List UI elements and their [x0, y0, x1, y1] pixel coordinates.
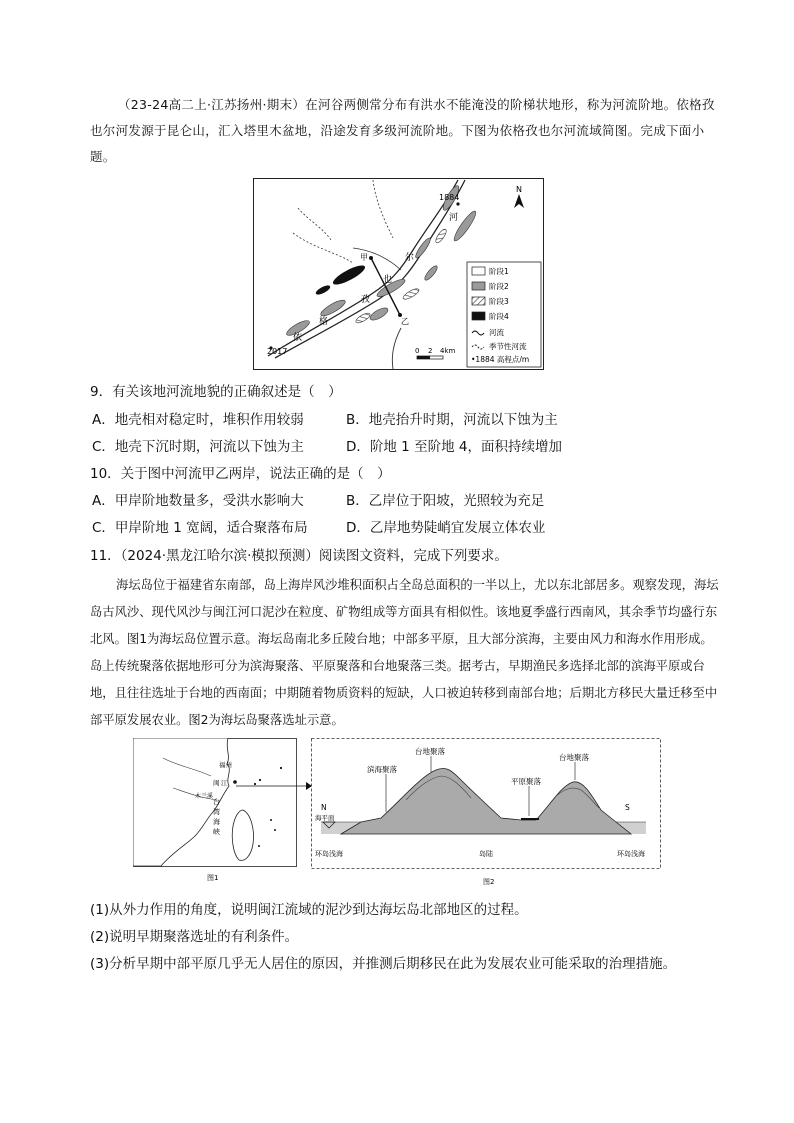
reading-passage: 海坛岛位于福建省东南部，岛上海岸风沙堆积面积占全岛总面积的一半以上，尤以东北部居多。观察发现，海坛岛古风沙、现代风沙与闽江河口泥沙在粒度、矿物组成等方面具有相似性。该地夏季盛行西南风，其余季节均盛行东北风。图1为海坛岛位置示意。海坛岛南北多丘陵台地；中部多平原，且大部分滨海，主要由风力和海水作用形成。岛上传统聚落依据地形可分为滨海聚落、平原聚落和台地聚落三类。据考古，早期渔民多选择北部的滨海平原或台地，且往往选址于台地的西南面；中期随着物质资料的短缺，人口被迫转移到南部台地；后期北方移民大量迁移至中部平原发展农业。图2为海坛岛聚落选址示意。: [90, 578, 719, 727]
svg-text:海: 海: [213, 818, 220, 826]
figure-2-settlement-profile: [311, 738, 661, 888]
svg-text:•1884 高程点/m: •1884 高程点/m: [471, 355, 530, 364]
svg-text:S: S: [625, 803, 630, 812]
q10-option-a[interactable]: A．甲岸阶地数量多，受洪水影响大: [92, 493, 304, 509]
svg-text:环岛浅海: 环岛浅海: [315, 850, 343, 858]
map-legend: [467, 262, 541, 367]
q10-option-d[interactable]: D．乙岸地势陡峭宜发展立体农业: [346, 520, 546, 536]
sub-question-1: (1)从外力作用的角度，说明闽江流域的泥沙到达海坛岛北部地区的过程。: [90, 902, 528, 918]
svg-text:季节性河流: 季节性河流: [489, 342, 527, 351]
q9-option-d[interactable]: D．阶地 1 至阶地 4，面积持续增加: [346, 439, 562, 455]
svg-text:阶段1: 阶段1: [489, 267, 509, 276]
svg-text:4km: 4km: [440, 347, 456, 355]
river-char: 格: [319, 317, 329, 327]
q9-option-c[interactable]: C．地壳下沉时期，河流以下蚀为主: [92, 439, 304, 455]
river-char: 尔: [405, 253, 415, 263]
svg-text:峡: 峡: [213, 828, 220, 836]
river-char: 河: [449, 213, 459, 223]
q10-option-b[interactable]: B．乙岸位于阳坡，光照较为充足: [346, 493, 545, 509]
question-11-stem: 11．（2024·黑龙江哈尔滨·模拟预测）阅读图文资料，完成下列要求。: [90, 548, 508, 564]
pointer-arrow: [236, 780, 312, 792]
svg-text:福州: 福州: [219, 761, 232, 769]
figure-2-caption: 图2: [483, 878, 495, 886]
question-9-stem: 9．有关该地河流地貌的正确叙述是（ ）: [90, 384, 342, 400]
svg-text:N: N: [321, 803, 327, 812]
svg-text:木兰溪: 木兰溪: [195, 793, 214, 800]
svg-text:平原聚落: 平原聚落: [511, 777, 541, 786]
figure-1-location-map: [133, 738, 297, 883]
q10-option-c[interactable]: C．甲岸阶地 1 宽阔，适合聚落布局: [92, 520, 308, 536]
svg-text:阶段2: 阶段2: [489, 282, 509, 291]
intro-paragraph: （23-24高二上·江苏扬州·期末）在河谷两侧常分布有洪水不能淹没的阶梯状地形，称为河流阶地。依格孜也尔河发源于昆仑山，汇入塔里木盆地，沿途发育多级河流阶地。下图为依格孜也尔河流域简图。完成下面小题。: [90, 97, 715, 164]
svg-text:闽: 闽: [213, 779, 220, 787]
svg-text:湾: 湾: [213, 808, 220, 816]
river-char: 孜: [361, 295, 371, 305]
elevation-1884: 1884: [439, 193, 460, 202]
svg-text:N: N: [516, 185, 522, 194]
sub-question-3: (3)分析早期中部平原几乎无人居住的原因，并推测后期移民在此为发展农业可能采取的治理措施。: [90, 956, 677, 972]
svg-text:台地聚落: 台地聚落: [559, 753, 589, 762]
elevation-2017: 2017: [267, 347, 288, 356]
svg-text:台: 台: [213, 798, 220, 806]
river-char: 也: [383, 275, 393, 285]
river-basin-map: [253, 178, 544, 370]
sub-question-2: (2)说明早期聚落选址的有利条件。: [90, 929, 299, 945]
river-char: 依: [293, 333, 303, 343]
question-10-stem: 10．关于图中河流甲乙两岸，说法正确的是（ ）: [90, 466, 391, 482]
figure-1-caption: 图1: [207, 874, 219, 882]
svg-text:岛陆: 岛陆: [479, 850, 493, 858]
svg-text:阶段3: 阶段3: [489, 297, 509, 306]
svg-text:环岛浅海: 环岛浅海: [617, 850, 645, 858]
svg-text:台地聚落: 台地聚落: [415, 747, 445, 756]
svg-text:0: 0: [415, 347, 420, 355]
svg-text:2: 2: [428, 347, 433, 355]
q9-option-a[interactable]: A．地壳相对稳定时，堆积作用较弱: [92, 412, 304, 428]
label-yi: 乙: [401, 317, 409, 326]
svg-text:滨海聚落: 滨海聚落: [367, 765, 397, 774]
svg-text:江: 江: [221, 779, 228, 787]
svg-text:海平面: 海平面: [315, 814, 335, 822]
svg-text:河流: 河流: [489, 328, 504, 337]
q9-option-b[interactable]: B．地壳抬升时期，河流以下蚀为主: [346, 412, 558, 428]
label-jia: 甲: [360, 253, 368, 262]
svg-text:阶段4: 阶段4: [489, 312, 509, 321]
